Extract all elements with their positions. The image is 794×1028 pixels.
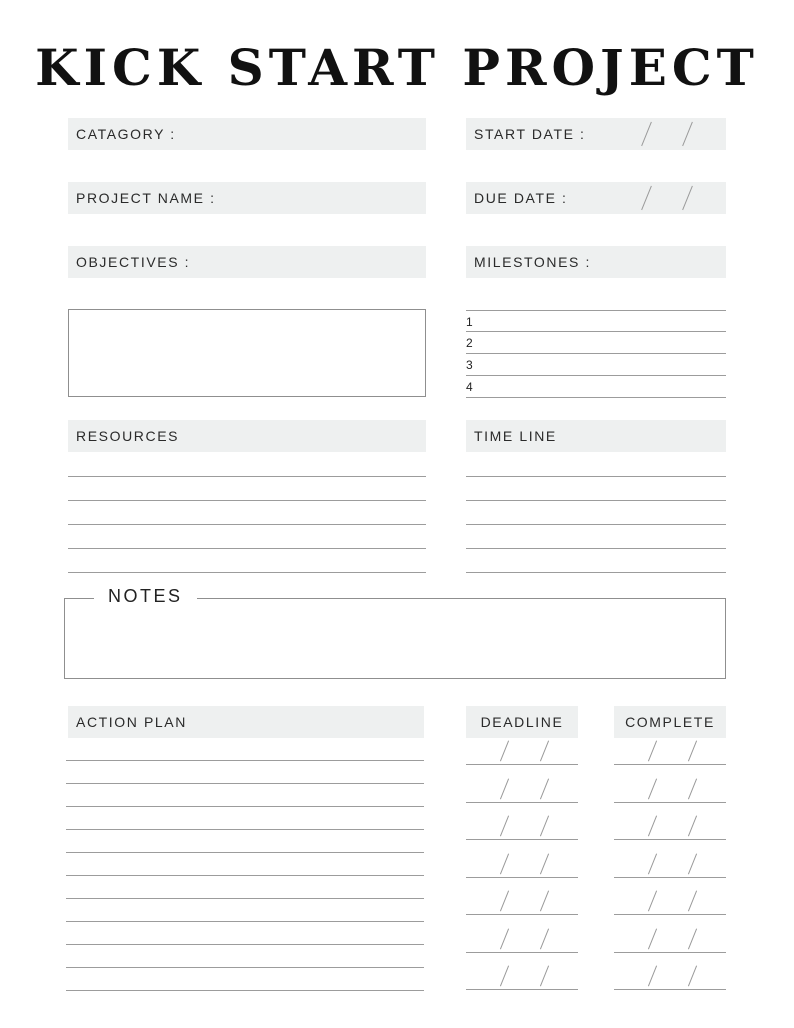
date-slash: [540, 741, 549, 762]
date-slash: [688, 928, 697, 949]
action-plan-line[interactable]: [66, 760, 424, 761]
milestone-line: [466, 353, 726, 354]
date-slash: [500, 966, 509, 987]
milestone-line: [466, 331, 726, 332]
milestones-field[interactable]: [466, 246, 726, 278]
milestone-number: 4: [466, 380, 473, 394]
date-slash: [540, 778, 549, 799]
deadline-header: [466, 706, 578, 738]
date-slash: [540, 853, 549, 874]
deadline-line[interactable]: [466, 952, 578, 953]
date-slash: [500, 778, 509, 799]
date-slash: [500, 741, 509, 762]
date-slash: [500, 816, 509, 837]
action-plan-header: [68, 706, 424, 738]
category-label: CATAGORY :: [76, 126, 176, 142]
action-plan-label: ACTION PLAN: [76, 714, 187, 730]
time-line-label: TIME LINE: [474, 428, 557, 444]
time-line-header: [466, 420, 726, 452]
action-plan-line[interactable]: [66, 898, 424, 899]
time-line-line[interactable]: [466, 476, 726, 477]
milestone-number: 1: [466, 315, 473, 329]
deadline-line[interactable]: [466, 764, 578, 765]
date-slash: [500, 891, 509, 912]
date-slash: [648, 816, 657, 837]
action-plan-line[interactable]: [66, 875, 424, 876]
time-line-line[interactable]: [466, 500, 726, 501]
date-slash: [648, 853, 657, 874]
notes-box[interactable]: [64, 598, 726, 679]
action-plan-line[interactable]: [66, 783, 424, 784]
date-slash: [688, 778, 697, 799]
date-slash: [540, 816, 549, 837]
complete-line[interactable]: [614, 764, 726, 765]
milestone-number: 2: [466, 336, 473, 350]
objectives-box[interactable]: [68, 309, 426, 397]
objectives-field[interactable]: [68, 246, 426, 278]
start-date-label: START DATE :: [474, 126, 586, 142]
objectives-label: OBJECTIVES :: [76, 254, 191, 270]
complete-line[interactable]: [614, 839, 726, 840]
notes-label: NOTES: [94, 586, 197, 607]
deadline-line[interactable]: [466, 989, 578, 990]
project-name-field[interactable]: [68, 182, 426, 214]
complete-line[interactable]: [614, 877, 726, 878]
action-plan-line[interactable]: [66, 967, 424, 968]
date-slash: [648, 778, 657, 799]
date-slash: [688, 891, 697, 912]
page-title: KICK START PROJECT: [35, 38, 759, 97]
project-name-label: PROJECT NAME :: [76, 190, 216, 206]
due-date-label: DUE DATE :: [474, 190, 568, 206]
complete-label: COMPLETE: [625, 714, 715, 730]
action-plan-line[interactable]: [66, 806, 424, 807]
complete-line[interactable]: [614, 914, 726, 915]
category-field[interactable]: [68, 118, 426, 150]
action-plan-line[interactable]: [66, 990, 424, 991]
milestone-line: [466, 310, 726, 311]
resources-line[interactable]: [68, 524, 426, 525]
date-slash: [500, 853, 509, 874]
milestone-line: [466, 397, 726, 398]
time-line-line[interactable]: [466, 524, 726, 525]
resources-line[interactable]: [68, 476, 426, 477]
resources-line[interactable]: [68, 572, 426, 573]
date-slash: [648, 928, 657, 949]
resources-line[interactable]: [68, 500, 426, 501]
deadline-line[interactable]: [466, 802, 578, 803]
date-slash: [500, 928, 509, 949]
date-slash: [688, 966, 697, 987]
date-slash: [648, 891, 657, 912]
date-slash: [540, 891, 549, 912]
action-plan-line[interactable]: [66, 829, 424, 830]
date-slash: [688, 816, 697, 837]
deadline-label: DEADLINE: [480, 714, 564, 730]
deadline-line[interactable]: [466, 877, 578, 878]
complete-line[interactable]: [614, 989, 726, 990]
date-slash: [540, 966, 549, 987]
resources-line[interactable]: [68, 548, 426, 549]
deadline-line[interactable]: [466, 839, 578, 840]
milestone-number: 3: [466, 358, 473, 372]
resources-label: RESOURCES: [76, 428, 180, 444]
milestones-label: MILESTONES :: [474, 254, 591, 270]
deadline-line[interactable]: [466, 914, 578, 915]
milestone-line: [466, 375, 726, 376]
date-slash: [688, 741, 697, 762]
complete-header: [614, 706, 726, 738]
date-slash: [648, 741, 657, 762]
resources-header: [68, 420, 426, 452]
action-plan-line[interactable]: [66, 921, 424, 922]
date-slash: [540, 928, 549, 949]
time-line-line[interactable]: [466, 548, 726, 549]
action-plan-line[interactable]: [66, 852, 424, 853]
action-plan-line[interactable]: [66, 944, 424, 945]
date-slash: [648, 966, 657, 987]
time-line-line[interactable]: [466, 572, 726, 573]
complete-line[interactable]: [614, 952, 726, 953]
complete-line[interactable]: [614, 802, 726, 803]
date-slash: [688, 853, 697, 874]
